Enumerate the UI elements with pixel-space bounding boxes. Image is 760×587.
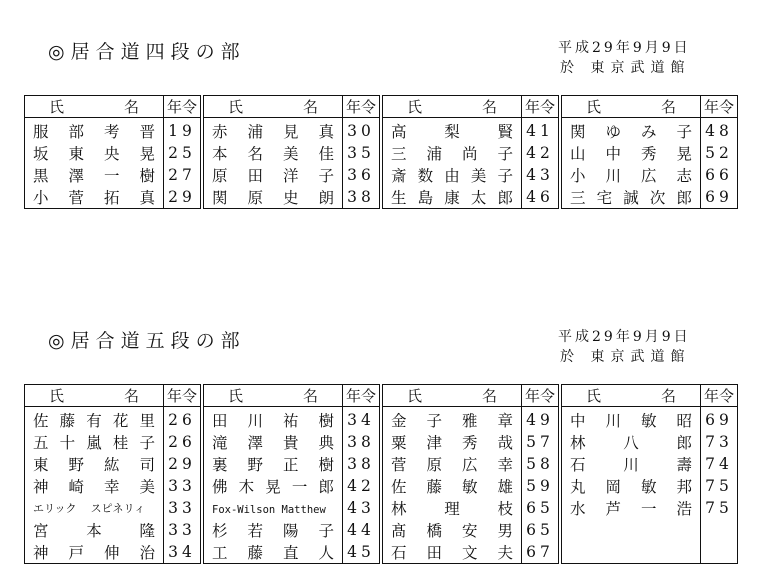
member-name — [560, 541, 701, 564]
member-name: 生 島 康 太 郎 — [391, 189, 513, 207]
event-date: 平成29年9月9日 — [558, 40, 691, 56]
member-name: エリック スピネリィ — [33, 502, 146, 515]
header-surname-label: 氏 — [407, 98, 423, 116]
table-row — [25, 475, 738, 497]
member-age: 29 — [164, 186, 203, 209]
member-age: 26 — [164, 407, 203, 432]
table-row — [25, 497, 738, 519]
member-age: 33 — [164, 497, 203, 519]
member-age: 66 — [701, 164, 738, 186]
member-age: 42 — [522, 142, 561, 164]
member-name: 小 川 広 志 — [570, 167, 692, 185]
member-age: 19 — [164, 118, 203, 143]
member-name: 石 川 壽 — [570, 456, 692, 474]
member-age: 35 — [343, 142, 382, 164]
member-name: 菅 原 広 幸 — [391, 456, 513, 474]
column-header-age: 年令 — [164, 96, 203, 118]
member-name: 服 部 考 晋 — [33, 123, 155, 141]
column-header-age: 年令 — [701, 96, 738, 118]
member-name: 関 ゆ み 子 — [570, 123, 692, 141]
table-row — [25, 186, 738, 209]
header-given-label: 名 — [303, 98, 319, 116]
header-given-label: 名 — [303, 387, 319, 405]
member-age: 25 — [164, 142, 203, 164]
member-name: Fox-Wilson Matthew — [212, 504, 326, 516]
member-name: 関 原 史 朗 — [212, 189, 334, 207]
member-name: 杉 若 陽 子 — [212, 522, 334, 540]
member-name: 黒 澤 一 樹 — [33, 167, 155, 185]
member-age — [701, 519, 738, 541]
member-name: 山 中 秀 晃 — [570, 145, 692, 163]
table-row — [25, 453, 738, 475]
header-given-label: 名 — [124, 387, 140, 405]
member-name: 佐 藤 有 花 里 — [33, 412, 155, 430]
table-row — [25, 519, 738, 541]
member-age: 42 — [343, 475, 382, 497]
table-row — [25, 142, 738, 164]
header-given-label: 名 — [482, 98, 498, 116]
member-age: 43 — [343, 497, 382, 519]
header-given-label: 名 — [482, 387, 498, 405]
member-name: 高 梨 賢 — [391, 123, 513, 141]
member-age: 38 — [343, 453, 382, 475]
member-age: 59 — [522, 475, 561, 497]
member-name: 金 子 雅 章 — [391, 412, 513, 430]
member-name: 佛 木 晃 一 郎 — [212, 478, 334, 496]
header-surname-label: 氏 — [586, 387, 602, 405]
column-header-age: 年令 — [164, 385, 203, 407]
member-name: 五 十 嵐 桂 子 — [33, 434, 155, 452]
header-given-label: 名 — [661, 387, 677, 405]
member-age: 38 — [343, 186, 382, 209]
member-name: 佐 藤 敏 雄 — [391, 478, 513, 496]
member-age: 69 — [701, 186, 738, 209]
member-age: 52 — [701, 142, 738, 164]
member-name: 石 田 文 夫 — [391, 544, 513, 562]
member-age: 29 — [164, 453, 203, 475]
member-age: 33 — [164, 519, 203, 541]
member-age: 65 — [522, 519, 561, 541]
member-name: 赤 浦 見 真 — [212, 123, 334, 141]
event-venue: 於 東京武道館 — [560, 60, 691, 76]
table-row — [25, 164, 738, 186]
member-age: 67 — [522, 541, 561, 564]
column-header-name — [25, 385, 164, 407]
event-date: 平成29年9月9日 — [558, 329, 691, 345]
member-age: 43 — [522, 164, 561, 186]
header-surname-label: 氏 — [49, 98, 65, 116]
table-row — [25, 407, 738, 432]
member-age: 57 — [522, 431, 561, 453]
member-name: 丸 岡 敏 邦 — [570, 478, 692, 496]
section-title: ◎居合道五段の部 — [48, 330, 246, 352]
member-age: 33 — [164, 475, 203, 497]
member-name: 滝 澤 貴 典 — [212, 434, 334, 452]
member-age: 45 — [343, 541, 382, 564]
header-surname-label: 氏 — [49, 387, 65, 405]
column-header-age: 年令 — [522, 96, 561, 118]
member-name: 工 藤 直 人 — [212, 544, 334, 562]
column-header-name — [381, 96, 522, 118]
member-age: 49 — [522, 407, 561, 432]
member-age: 58 — [522, 453, 561, 475]
member-age: 34 — [343, 407, 382, 432]
member-name: 粟 津 秀 哉 — [391, 434, 513, 452]
member-name: 東 野 紘 司 — [33, 456, 155, 474]
member-name: 原 田 洋 子 — [212, 167, 334, 185]
member-name: 林 八 郎 — [570, 434, 692, 452]
date-venue-block — [558, 327, 691, 367]
member-name: 林 理 枝 — [391, 500, 513, 518]
member-age: 38 — [343, 431, 382, 453]
header-surname-label: 氏 — [228, 98, 244, 116]
member-name: 三 浦 尚 子 — [391, 145, 513, 163]
member-age — [701, 541, 738, 564]
column-header-name — [25, 96, 164, 118]
member-age: 41 — [522, 118, 561, 143]
section-title: ◎居合道四段の部 — [48, 41, 246, 63]
column-header-name — [381, 385, 522, 407]
column-header-age: 年令 — [343, 96, 382, 118]
member-name: 田 川 祐 樹 — [212, 412, 334, 430]
member-name: 裏 野 正 樹 — [212, 456, 334, 474]
header-surname-label: 氏 — [407, 387, 423, 405]
member-age: 69 — [701, 407, 738, 432]
column-header-age: 年令 — [522, 385, 561, 407]
member-age: 34 — [164, 541, 203, 564]
header-given-label: 名 — [124, 98, 140, 116]
member-name: 神 崎 幸 美 — [33, 478, 155, 496]
event-venue: 於 東京武道館 — [560, 349, 691, 365]
member-age: 75 — [701, 497, 738, 519]
member-age: 48 — [701, 118, 738, 143]
member-name: 小 菅 拓 真 — [33, 189, 155, 207]
header-given-label: 名 — [661, 98, 677, 116]
member-age: 74 — [701, 453, 738, 475]
header-surname-label: 氏 — [228, 387, 244, 405]
column-header-name — [560, 96, 701, 118]
column-header-name — [202, 385, 343, 407]
member-name: 髙 橋 安 男 — [391, 522, 513, 540]
member-name: 神 戸 伸 治 — [33, 544, 155, 562]
member-age: 46 — [522, 186, 561, 209]
member-age: 26 — [164, 431, 203, 453]
header-surname-label: 氏 — [586, 98, 602, 116]
table-row — [25, 541, 738, 564]
member-age: 65 — [522, 497, 561, 519]
member-name — [560, 519, 701, 541]
member-name: 宮 本 隆 — [33, 522, 155, 540]
column-header-age: 年令 — [343, 385, 382, 407]
member-age: 75 — [701, 475, 738, 497]
roster-table-4dan — [24, 95, 738, 209]
table-row — [25, 431, 738, 453]
member-name: 三 宅 誠 次 郎 — [570, 189, 692, 207]
column-header-name — [560, 385, 701, 407]
member-age: 44 — [343, 519, 382, 541]
member-name: 中 川 敏 昭 — [570, 412, 692, 430]
member-age: 73 — [701, 431, 738, 453]
member-name: 坂 東 央 晃 — [33, 145, 155, 163]
member-age: 36 — [343, 164, 382, 186]
member-name: 本 名 美 佳 — [212, 145, 334, 163]
member-name: 斎 数 由 美 子 — [391, 167, 513, 185]
member-name: 水 芦 一 浩 — [570, 500, 692, 518]
column-header-age: 年令 — [701, 385, 738, 407]
roster-table-5dan — [24, 384, 738, 564]
member-age: 27 — [164, 164, 203, 186]
date-venue-block — [558, 38, 691, 78]
column-header-name — [202, 96, 343, 118]
member-age: 30 — [343, 118, 382, 143]
table-row — [25, 118, 738, 143]
